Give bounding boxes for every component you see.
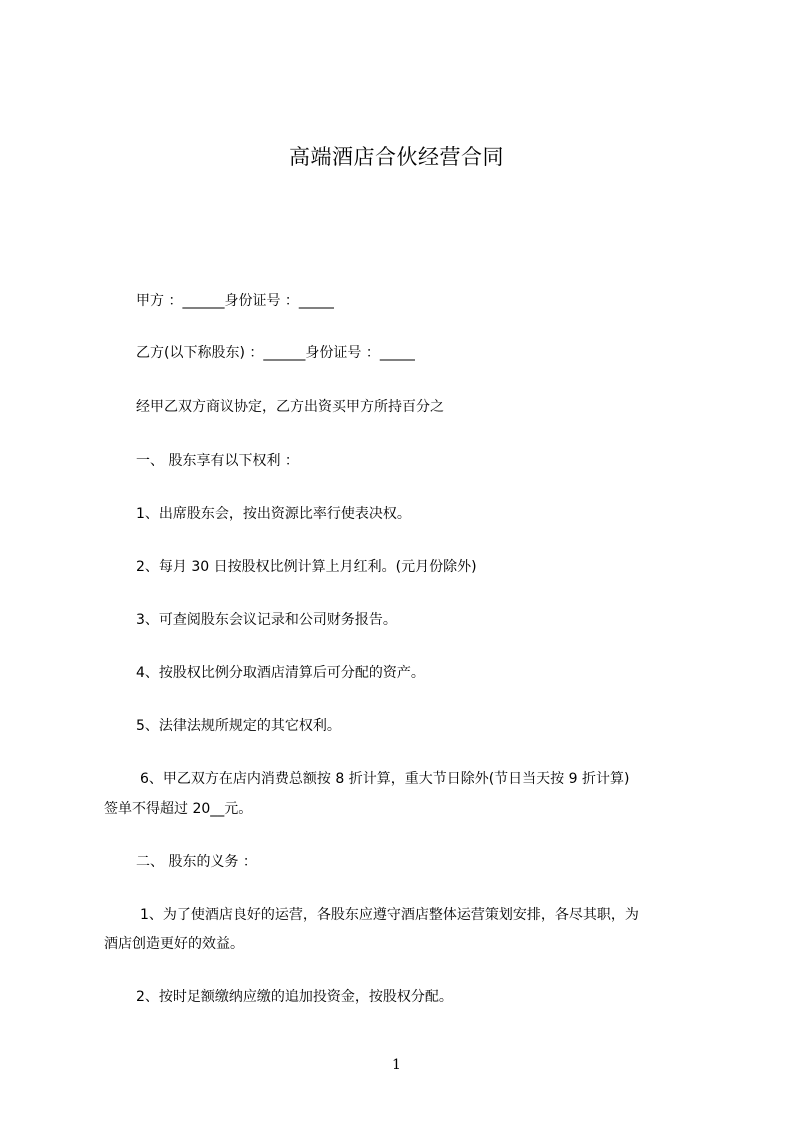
rights-item-4: 4、按股权比例分取酒店清算后可分配的资产。 [136, 665, 425, 681]
duties-section-heading: 二、 股东的义务 ： [136, 854, 257, 870]
party-b-line: 乙方(以下称股东) ：______身份证号 ：_____ [136, 345, 415, 361]
rights-item-6-line-1: 6、甲乙双方在店内消费总额按 8 折计算，重大节日除外(节日当天按 9 折计算) [140, 771, 630, 787]
rights-item-2: 2、每月 30 日按股权比例计算上月红利。(元月份除外) [136, 559, 477, 575]
document-title: 高端酒店合伙经营合同 [289, 145, 504, 169]
duties-item-2: 2、按时足额缴纳应缴的追加投资金，按股权分配。 [136, 989, 453, 1005]
rights-item-1: 1、出席股东会，按出资源比率行使表决权。 [136, 506, 411, 522]
agreement-intro: 经甲乙双方商议协定，乙方出资买甲方所持百分之 [136, 399, 444, 415]
party-a-line: 甲方 ：______身份证号 ：_____ [136, 293, 334, 309]
page-number: 1 [392, 1057, 401, 1073]
duties-item-1-line-2: 酒店创造更好的效益。 [104, 936, 244, 952]
rights-section-heading: 一、 股东享有以下权利 ： [136, 453, 299, 469]
rights-item-3: 3、可查阅股东会议记录和公司财务报告。 [136, 612, 397, 628]
rights-item-5: 5、法律法规所规定的其它权利。 [136, 718, 341, 734]
rights-item-6-line-2: 签单不得超过 20__元。 [104, 801, 253, 817]
duties-item-1-line-1: 1、为了使酒店良好的运营，各股东应遵守酒店整体运营策划安排，各尽其职，为 [140, 907, 639, 923]
